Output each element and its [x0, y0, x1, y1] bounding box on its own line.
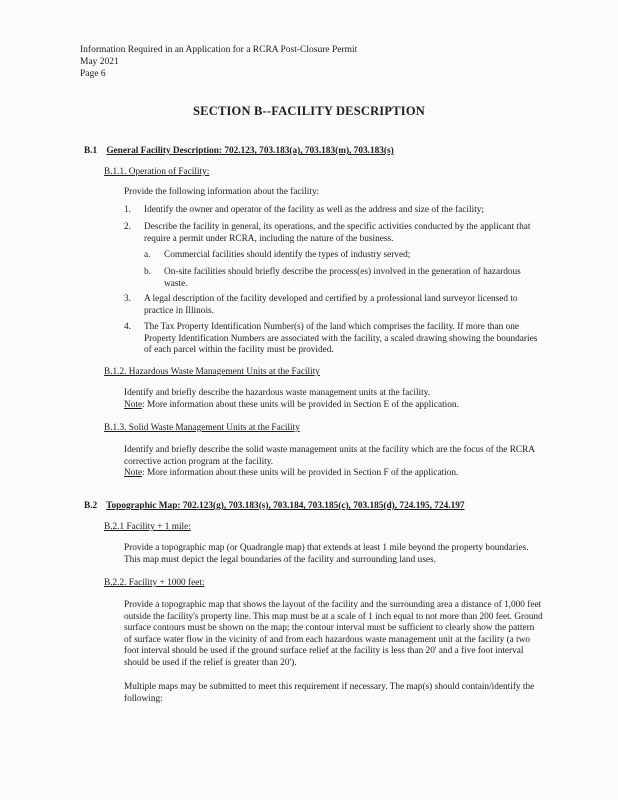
section-b2-heading [84, 501, 554, 513]
b22-paragraph-2: Multiple maps may be submitted to meet this requirement if necessary. The map(s) should contain/identify the following: [124, 682, 535, 704]
list-subitem: b. On-site facilities should briefly describe the process(es) involved in the generation of hazardous waste. [144, 267, 521, 289]
b22-paragraph-1: Provide a topographic map that shows the layout of the facility and the surrounding area a distance of 1,000 feet outside the facility's property line. This map must be at a scale of 1 inch equal to not more than 200 feet. Ground surface contours must be shown on the map; the contour interval must be sufficient to clearly show the pattern of surface water flow in the vicinity of and from each hazardous waste management unit at the facility (a two foot interval should be used if the ground surface relief at the facility is less than 20' and a five foot interval should be used if the relief is greater than 20'). [124, 600, 543, 668]
section-b2-number: B.2 [84, 501, 98, 511]
header-page-number: Page 6 [80, 69, 106, 79]
subsection-b12-label: B.1.2. Hazardous Waste Management Units at the Facility [104, 367, 320, 377]
section-title: SECTION B--FACILITY DESCRIPTION [193, 104, 425, 118]
b12-body: Identify and briefly describe the hazardous waste management units at the facility. Note: More information about these units will be provided in Section E of the application. [124, 388, 459, 410]
section-b1-heading [84, 146, 544, 158]
subsection-b21-label: B.2.1 Facility + 1 mile: [104, 522, 191, 532]
b13-body: Identify and briefly describe the solid waste management units at the facility which are the focus of the RCRA corrective action program at the facility. Note: More information about these units will be provided in Section F of the application. [124, 445, 535, 478]
subsection-b11-label: B.1.1. Operation of Facility: [104, 167, 210, 177]
page-header [80, 44, 357, 80]
list-item: 1. Identify the owner and operator of the facility as well as the address and size of the facility; [124, 205, 484, 215]
subsection-b22-label: B.2.2. Facility + 1000 feet: [104, 578, 205, 588]
list-item: 3. A legal description of the facility developed and certified by a professional land surveyor licensed to practice in Illinois. [124, 294, 518, 316]
header-title: Information Required in an Application for a RCRA Post-Closure Permit [80, 45, 358, 55]
section-b1-title: General Facility Description: 702.123, 703.183(a), 703.183(m), 703.183(s) [106, 146, 394, 156]
list-subitem: a. Commercial facilities should identify the types of industry served; [144, 250, 411, 260]
list-item: 2. Describe the facility in general, its operations, and the specific activities conducted by the applicant that require a permit under RCRA, including the nature of the business. [124, 222, 531, 244]
header-date: May 2021 [80, 57, 119, 67]
b11-intro: Provide the following information about the facility: [124, 187, 320, 197]
section-b1-number: B.1 [84, 146, 98, 156]
section-b2-title: Topographic Map: 702.123(g), 703.183(s), 703.184, 703.185(c), 703.185(d), 724.195, 724.197 [106, 501, 465, 511]
subsection-b13-label: B.1.3. Solid Waste Management Units at the Facility [104, 423, 300, 433]
b21-body: Provide a topographic map (or Quadrangle map) that extends at least 1 mile beyond the property boundaries. This map must depict the legal boundaries of the facility and surrounding land uses. [124, 543, 529, 565]
list-item: 4. The Tax Property Identification Number(s) of the land which comprises the facility. If more than one Property Identification Numbers are associated with the facility, a scaled drawing showing the boundaries of each parcel within the facility must be provided. [124, 322, 538, 355]
